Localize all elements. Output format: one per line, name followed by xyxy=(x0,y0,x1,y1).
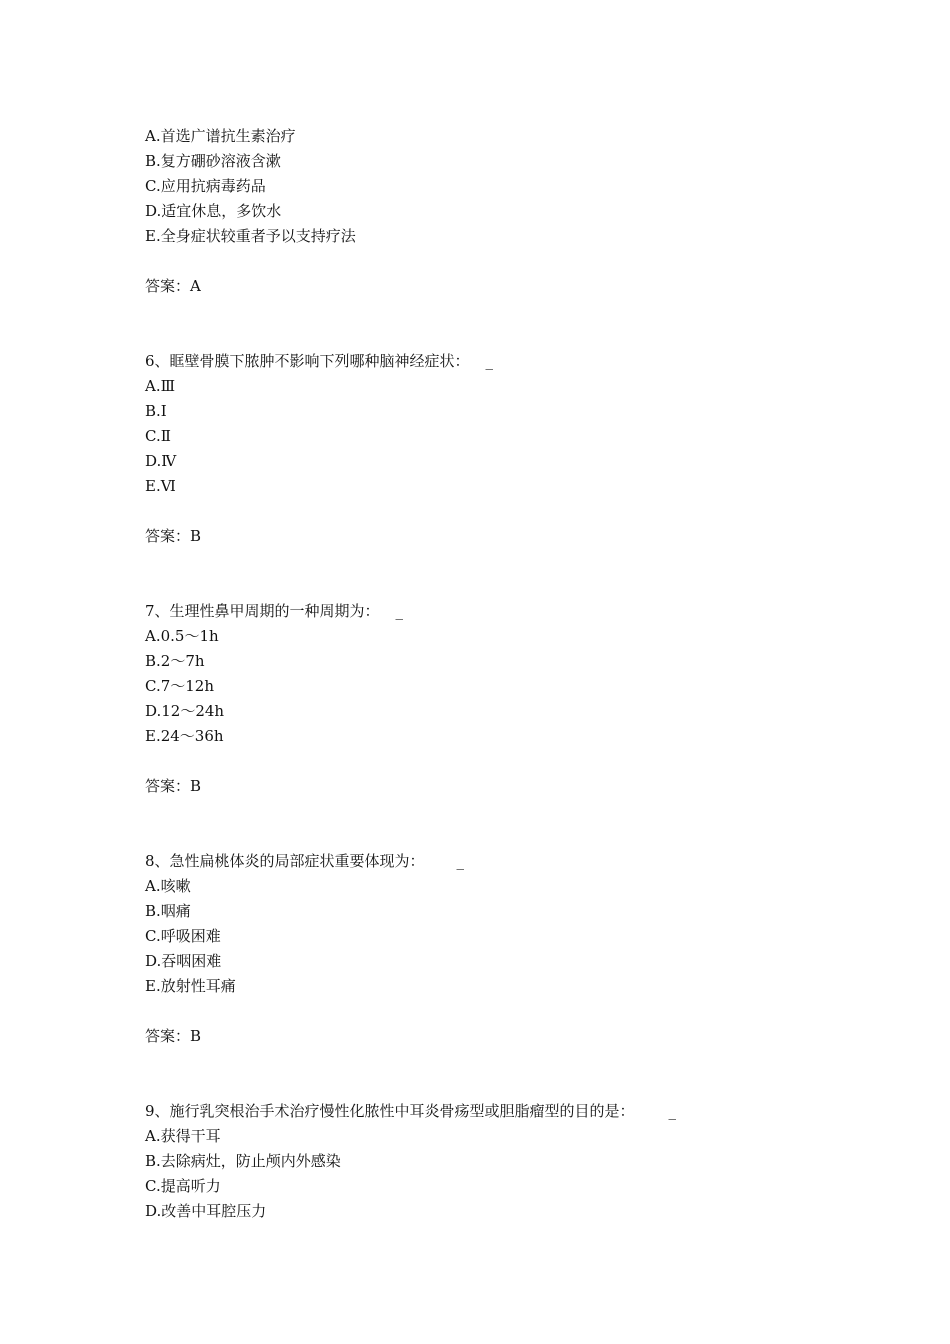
answer: 答案：B xyxy=(145,1027,202,1045)
option-d: D.适宜休息，多饮水 xyxy=(145,202,282,220)
stem-text: 8、急性扁桃体炎的局部症状重要体现为： xyxy=(145,852,425,870)
option-d: D.Ⅳ xyxy=(145,452,177,470)
question-stem xyxy=(145,849,905,874)
option-c: C.7～12h xyxy=(145,677,215,695)
option-b: B.复方硼砂溶液含漱 xyxy=(145,152,281,170)
question-9 xyxy=(145,1099,905,1224)
answer: 答案：B xyxy=(145,527,202,545)
exam-page xyxy=(145,124,905,1224)
option-a: A.咳嗽 xyxy=(145,877,191,895)
option-b: B.去除病灶，防止颅内外感染 xyxy=(145,1152,341,1170)
option-c: C.呼吸困难 xyxy=(145,927,221,945)
option-e: E.24～36h xyxy=(145,727,224,745)
option-d: D.12～24h xyxy=(145,702,225,720)
stem-text: 9、施行乳突根治手术治疗慢性化脓性中耳炎骨疡型或胆脂瘤型的目的是： xyxy=(145,1102,635,1120)
option-c: C.Ⅱ xyxy=(145,427,171,445)
answer-blank: _ xyxy=(395,602,404,620)
option-c: C.应用抗病毒药品 xyxy=(145,177,266,195)
question-6 xyxy=(145,349,905,549)
answer: 答案：A xyxy=(145,277,201,295)
question-7 xyxy=(145,599,905,799)
option-b: B.咽痛 xyxy=(145,902,191,920)
option-c: C.提高听力 xyxy=(145,1177,221,1195)
stem-text: 7、生理性鼻甲周期的一种周期为： xyxy=(145,602,380,620)
question-stem xyxy=(145,349,905,374)
stem-text: 6、眶壁骨膜下脓肿不影响下列哪种脑神经症状： xyxy=(145,352,470,370)
option-d: D.吞咽困难 xyxy=(145,952,222,970)
question-5 xyxy=(145,124,905,299)
option-a: A.Ⅲ xyxy=(145,377,176,395)
option-d: D.改善中耳腔压力 xyxy=(145,1202,267,1220)
question-stem xyxy=(145,1099,905,1124)
option-b: B.2～7h xyxy=(145,652,205,670)
option-e: E.放射性耳痛 xyxy=(145,977,236,995)
answer-blank: _ xyxy=(456,852,465,870)
option-a: A.0.5～1h xyxy=(145,627,219,645)
answer: 答案：B xyxy=(145,777,202,795)
option-a: A.首选广谱抗生素治疗 xyxy=(145,127,296,145)
question-8 xyxy=(145,849,905,1049)
option-a: A.获得干耳 xyxy=(145,1127,221,1145)
answer-blank: _ xyxy=(485,352,494,370)
question-stem xyxy=(145,599,905,624)
option-e: E.全身症状较重者予以支持疗法 xyxy=(145,227,356,245)
option-b: B.Ⅰ xyxy=(145,402,167,420)
answer-blank: _ xyxy=(668,1102,677,1120)
option-e: E.Ⅵ xyxy=(145,477,176,495)
